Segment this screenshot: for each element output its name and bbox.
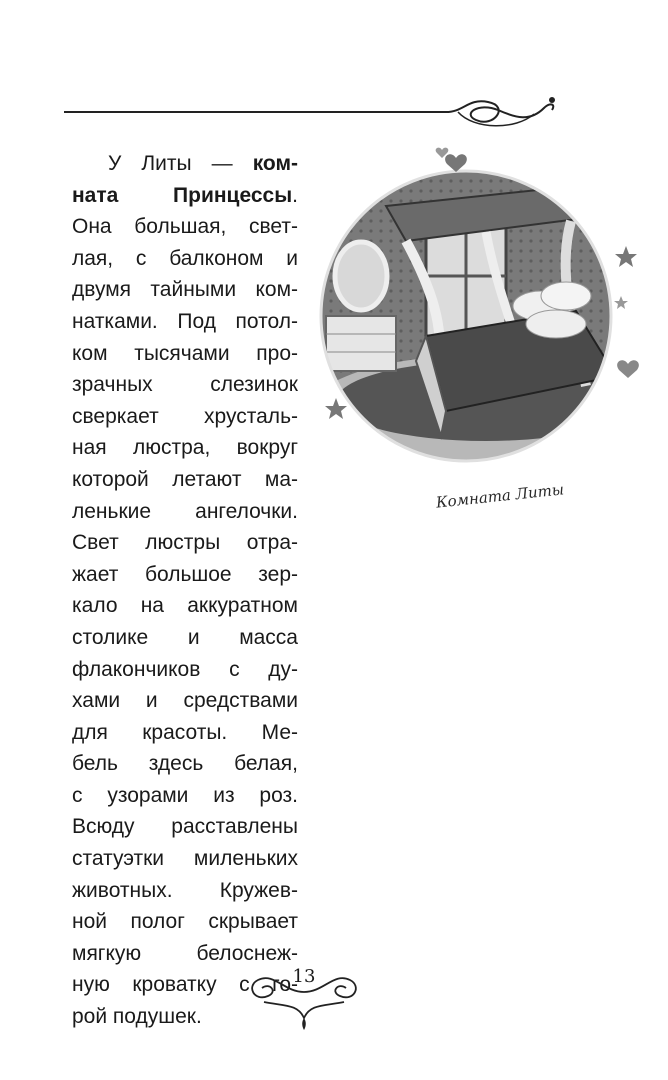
paragraph-line bbox=[72, 274, 298, 306]
page-number: 13 bbox=[292, 966, 316, 987]
bold-text: ком- bbox=[252, 152, 298, 175]
paragraph-line bbox=[72, 748, 298, 780]
line-text: Всюду расставлены bbox=[72, 815, 298, 839]
line-text: рой подушек. bbox=[72, 1005, 202, 1029]
paragraph-line bbox=[72, 717, 298, 749]
line-text: сверкает хрусталь- bbox=[72, 404, 298, 428]
line-text: Свет люстры отра- bbox=[72, 531, 298, 555]
line-text: . bbox=[292, 183, 298, 207]
line-text: натками. Под потол- bbox=[72, 309, 298, 333]
body-paragraph bbox=[72, 148, 298, 1033]
line-text: животных. Кружев- bbox=[72, 878, 298, 902]
line-text: ленькие ангелочки. bbox=[72, 499, 298, 523]
paragraph-line bbox=[72, 654, 298, 686]
paragraph-line bbox=[72, 590, 298, 622]
line-text: статуэтки миленьких bbox=[72, 847, 298, 871]
line-text: кало на аккуратном bbox=[72, 594, 298, 618]
line-text: флакончиков с ду- bbox=[72, 657, 298, 681]
line-text: которой летают ма- bbox=[72, 467, 298, 491]
paragraph-line bbox=[72, 180, 298, 212]
line-text: ная люстра, вокруг bbox=[72, 436, 298, 460]
line-text: хами и средствами bbox=[72, 689, 298, 713]
line-text: бель здесь белая, bbox=[72, 752, 298, 776]
line-text: ную кроватку с го- bbox=[72, 973, 298, 997]
paragraph-line bbox=[72, 338, 298, 370]
line-text: лая, с балконом и bbox=[72, 246, 298, 270]
paragraph-line bbox=[72, 243, 298, 275]
paragraph-line bbox=[72, 685, 298, 717]
paragraph-line bbox=[72, 811, 298, 843]
line-text: мягкую белоснеж- bbox=[72, 941, 298, 965]
paragraph-line bbox=[72, 527, 298, 559]
bold-text: ната Принцессы bbox=[72, 183, 293, 207]
paragraph-line bbox=[72, 306, 298, 338]
line-text: Она большая, свет- bbox=[72, 215, 298, 239]
line-text: для красоты. Ме- bbox=[72, 720, 298, 744]
paragraph-line bbox=[72, 906, 298, 938]
paragraph-line bbox=[72, 148, 298, 180]
line-text: У Литы — bbox=[108, 152, 253, 175]
paragraph-line bbox=[72, 559, 298, 591]
illustration-caption: Комната Литы bbox=[435, 480, 565, 512]
line-text: ком тысячами про- bbox=[72, 341, 298, 365]
line-text: жает большое зер- bbox=[72, 562, 298, 586]
paragraph-line bbox=[72, 875, 298, 907]
room-illustration bbox=[316, 136, 656, 466]
line-text: с узорами из роз. bbox=[72, 783, 298, 807]
line-text: ной полог скрывает bbox=[72, 910, 298, 934]
paragraph-line bbox=[72, 464, 298, 496]
line-text: зрачных слезинок bbox=[72, 373, 298, 397]
paragraph-line bbox=[72, 369, 298, 401]
paragraph-line bbox=[72, 211, 298, 243]
paragraph-line bbox=[72, 432, 298, 464]
line-text: двумя тайными ком- bbox=[72, 278, 298, 302]
paragraph-line bbox=[72, 843, 298, 875]
paragraph-line bbox=[72, 401, 298, 433]
line-text: столике и масса bbox=[72, 625, 298, 649]
paragraph-line bbox=[72, 622, 298, 654]
paragraph-line bbox=[72, 780, 298, 812]
paragraph-line bbox=[72, 496, 298, 528]
header-flourish-divider bbox=[64, 96, 558, 136]
